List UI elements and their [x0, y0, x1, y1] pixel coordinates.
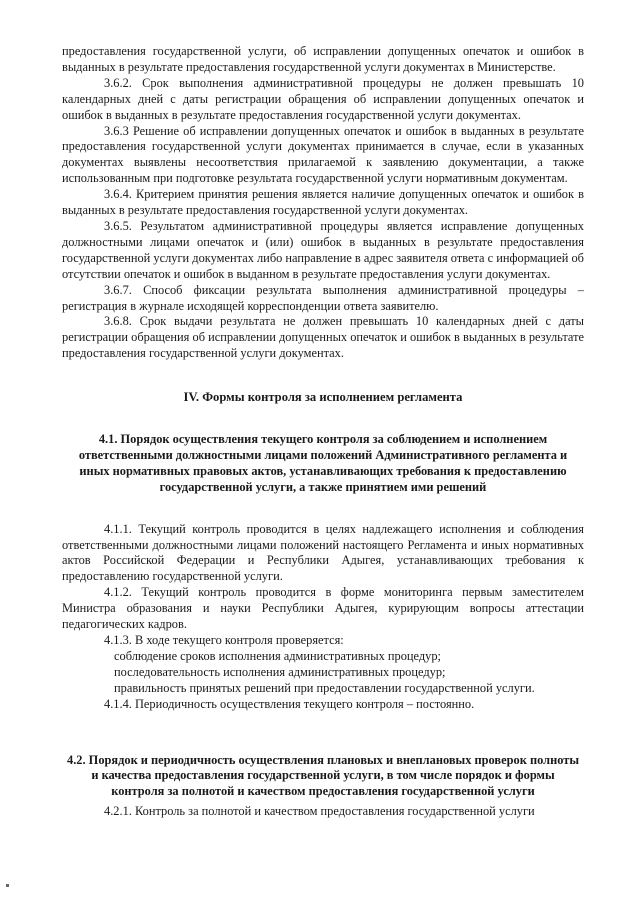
list-item: правильность принятых решений при предоставлении государственной услуги.	[114, 680, 535, 695]
paragraph-continuation: предоставления государственной услуги, об исправлении допущенных опечаток и ошибок в выданных в результате предоставления государственной услуги документах в Министерстве.	[62, 44, 584, 74]
subsection-4-1-title: 4.1. Порядок осуществления текущего контроля за соблюдением и исполнением ответственными должностными лицами положений Административного регламента и иных нормативных правовых актов, устанавливающих требования к предоставлению государственной услуги, а также принятием ими решений	[78, 432, 568, 494]
paragraph-4-2-1: 4.2.1. Контроль за полнотой и качеством предоставления государственной услуги	[104, 804, 535, 819]
paragraph-4-1-2: 4.1.2. Текущий контроль проводится в форме мониторинга первым заместителем Министра образования и науки Республики Адыгея, курирующим вопросы аттестации педагогических кадров.	[62, 585, 584, 632]
paragraph-4-1-3: 4.1.3. В ходе текущего контроля проверяется:	[104, 633, 344, 647]
paragraph-3-6-4: 3.6.4. Критерием принятия решения является наличие допущенных опечаток и ошибок в выданных в результате предоставления государственной услуги документах.	[62, 187, 584, 218]
document-body	[62, 44, 584, 820]
paragraph-3-6-3: 3.6.3 Решение об исправлении допущенных опечаток и ошибок в выданных в результате предоставления государственной услуги документах принимается в случае, если в указанных документах выявлены несоответствия прилагаемой к заявлению документации, а также использованным при подготовке результата государственной услуги нормативным документам.	[62, 123, 584, 186]
paragraph-4-1-4: 4.1.4. Периодичность осуществления текущего контроля – постоянно.	[104, 696, 475, 711]
paragraph-3-6-2: 3.6.2. Срок выполнения административной процедуры не должен превышать 10 календарных дней с даты регистрации обращения об исправлении допущенных опечаток и ошибок в выданных в результате предоставления государственной услуги документах.	[62, 75, 584, 122]
list-item: соблюдение сроков исполнения административных процедур;	[114, 648, 442, 663]
subsection-4-2-title: 4.2. Порядок и периодичность осуществления плановых и внеплановых проверок полноты и качества предоставления государственной услуги, в том числе порядок и формы контроля за полнотой и качеством предоставления государственной услуги	[67, 752, 579, 799]
paragraph-4-1-1: 4.1.1. Текущий контроль проводится в целях надлежащего исполнения и соблюдения ответственными должностными лицами положений настоящего Регламента и иных нормативных актов Российской Федерации и Республики Адыгея, устанавливающих требования к предоставлению государственной услуги.	[62, 521, 584, 584]
scan-speck	[6, 884, 9, 887]
paragraph-3-6-8: 3.6.8. Срок выдачи результата не должен превышать 10 календарных дней с даты регистрации обращения об исправлении допущенных опечаток и ошибок в выданных в результате предоставления государственной услуги документах.	[62, 314, 584, 361]
paragraph-3-6-5: 3.6.5. Результатом административной процедуры является исправление допущенных должностными лицами опечаток и (или) ошибок в выданных в результате предоставления государственной услуги документах либо направление в адрес заявителя ответа с информацией об отсутствии опечаток и ошибок в выданном в результате предоставления услуги документах.	[62, 218, 584, 281]
paragraph-3-6-7: 3.6.7. Способ фиксации результата выполнения административной процедуры – регистрация в журнале исходящей корреспонденции ответа заявителю.	[62, 282, 584, 313]
list-item: последовательность исполнения административных процедур;	[114, 664, 446, 679]
section-title: IV. Формы контроля за исполнением регламента	[183, 390, 463, 405]
